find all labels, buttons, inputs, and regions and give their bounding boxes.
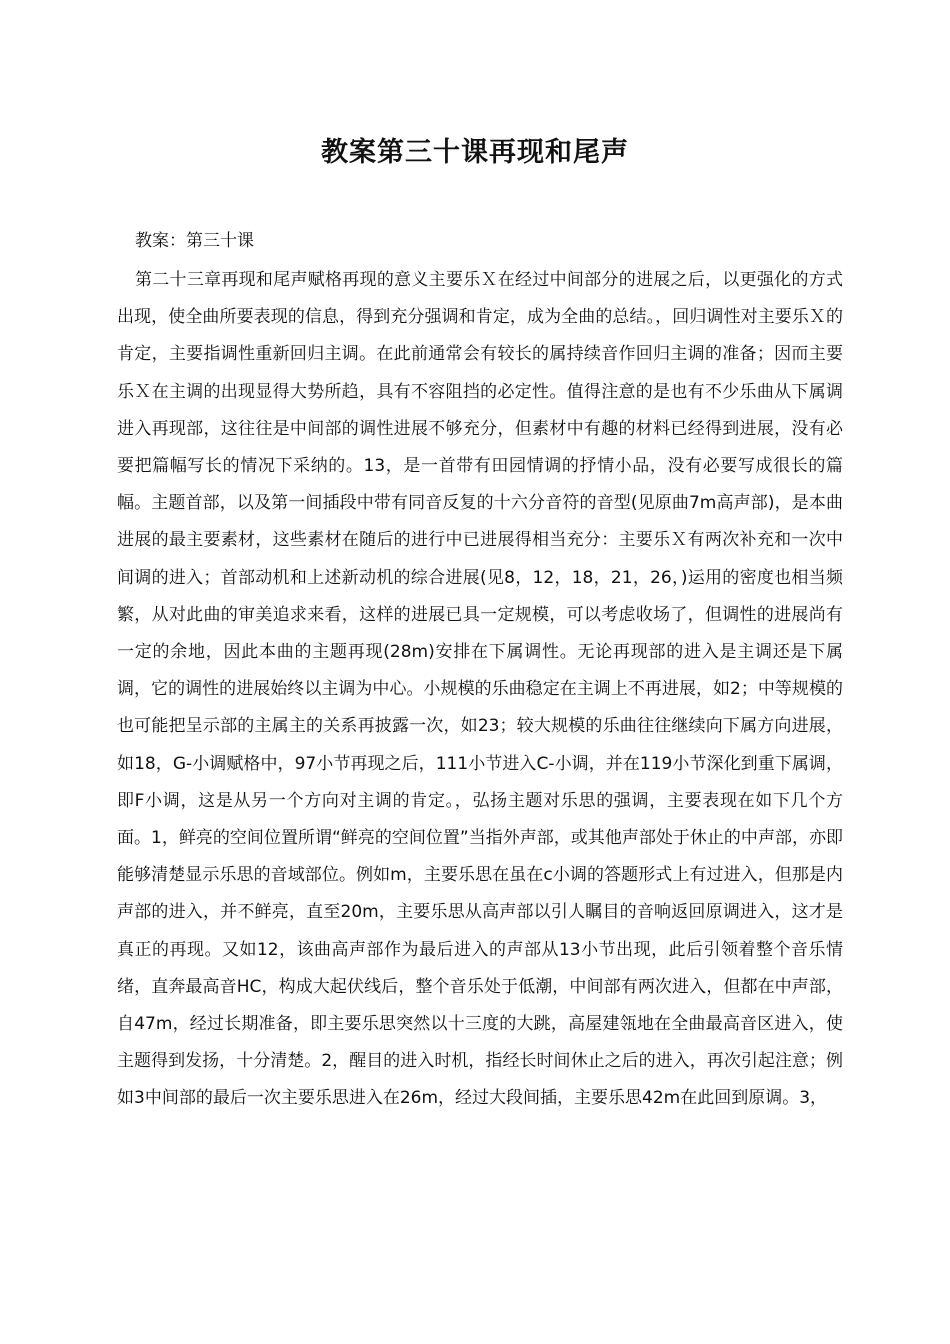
body-paragraph: 第二十三章再现和尾声赋格再现的意义主要乐Ｘ在经过中间部分的进展之后，以更强化的方式出现，使全曲所要表现的信息，得到充分强调和肯定，成为全曲的总结。，回归调性对主要乐Ｘ的肯定，主要指调性重新回归主调。在此前通常会有较长的属持续音作回归主调的准备；因而主要乐Ｘ在主调的出现显得大势所趋，具有不容阻挡的必定性。值得注意的是也有不少乐曲从下属调进入再现部，这往往是中间部的调性进展不够充分，但素材中有趣的材料已经得到进展，没有必要把篇幅写长的情况下采纳的。13，是一首带有田园情调的抒情小品，没有必要写成很长的篇幅。主题首部，以及第一间插段中带有同音反复的十六分音符的音型(见原曲7m高声部)，是本曲进展的最主要素材，这些素材在随后的进行中已进展得相当充分：主要乐Ｘ有两次补充和一次中间调的进入；首部动机和上述新动机的综合进展(见8，12，18，21，26，)运用的密度也相当频繁，从对此曲的审美追求来看，这样的进展已具一定规模，可以考虑收场了，但调性的进展尚有一定的余地，因此本曲的主题再现(28m)安排在下属调性。无论再现部的进入是主调还是下属调，它的调性的进展始终以主调为中心。小规模的乐曲稳定在主调上不再进展，如2；中等规模的也可能把呈示部的主属主的关系再披露一次，如23；较大规模的乐曲往往继续向下属方向进展，如18，G-小调赋格中，97小节再现之后，111小节进入C-小调，并在119小节深化到重下属调，即F小调，这是从另一个方向对主调的肯定。，弘扬主题对乐思的强调，主要表现在如下几个方面。1，鲜亮的空间位置所谓“鲜亮的空间位置”当指外声部，或其他声部处于休止的中声部，亦即能够清楚显示乐思的音域部位。例如m，主要乐思在虽在c小调的答题形式上有过进入，但那是内声部的进入，并不鲜亮，直至20m，主要乐思从高声部以引人瞩目的音响返回原调进入，这才是真正的再现。又如12，该曲高声部作为最后进入的声部从13小节出现，此后引领着整个音乐情绪，直奔最高音HC，构成大起伏线后，整个音乐处于低潮，中间部有两次进入，但都在中声部，自47m，经过长期准备，即主要乐思突然以十三度的大跳，高屋建瓴地在全曲最高音区进入，使主题得到发扬，十分清楚。2，醒目的进入时机，指经长时间休止之后的进入，再次引起注意；例如3中间部的最后一次主要乐思进入在26m，经过大段间插，主要乐思42m在此回到原调。3， [117, 270, 843, 1109]
document-title: 教案第三十课再现和尾声 [321, 137, 629, 168]
document-subtitle: 教案：第三十课 [135, 231, 254, 251]
